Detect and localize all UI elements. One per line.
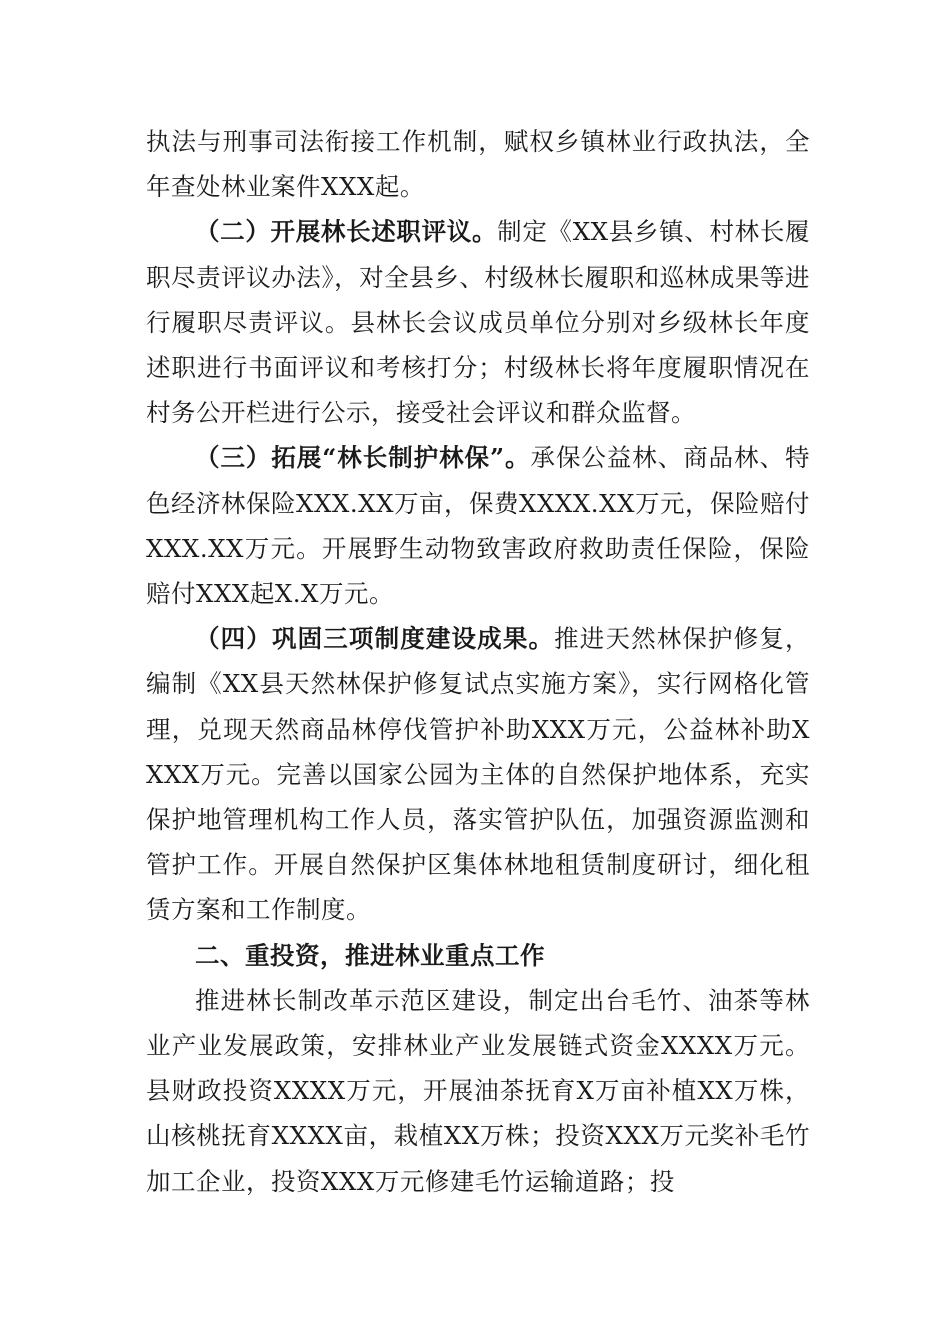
section-heading: 二、重投资，推进林业重点工作 <box>195 940 545 970</box>
document-body <box>146 119 810 1204</box>
paragraph-investment <box>146 978 810 1204</box>
paragraph-text: 执法与刑事司法衔接工作机制，赋权乡镇林业行政执法，全年查处林业案件XXX起。 <box>146 127 810 202</box>
paragraph-text: 推进林长制改革示范区建设，制定出台毛竹、油茶等林业产业发展政策，安排林业产业发展链式资金XXXX万元。县财政投资XXXX万元，开展油茶抚育X万亩补植XX万株，山核桃抚育XXXX亩，栽植XX万株；投资XXX万元奖补毛竹加工企业，投资XXX万元修建毛竹运输道路；投 <box>146 985 810 1196</box>
paragraph-lead: （四）巩固三项制度建设成果。 <box>195 624 555 654</box>
paragraph-continuation <box>146 119 810 209</box>
paragraph-lead: （二）开展林长述职评议。 <box>195 217 498 247</box>
paragraph-three-systems <box>146 616 810 932</box>
paragraph-text: 推进天然林保护修复，编制《XX县天然林保护修复试点实施方案》，实行网格化管理，兑现天然商品林停伐管护补助XXX万元，公益林补助XXXX万元。完善以国家公园为主体的自然保护地体系，充实保护地管理机构工作人员，落实管护队伍，加强资源监测和管护工作。开展自然保护区集体林地租赁制度研讨，细化租赁方案和工作制度。 <box>146 624 811 925</box>
paragraph-text: 承保公益林、商品林、特色经济林保险XXX.XX万亩，保费XXXX.XX万元，保险赔付XXX.XX万元。开展野生动物致害政府救助责任保险，保险赔付XXX起X.X万元。 <box>146 443 811 609</box>
paragraph-forest-insurance <box>146 435 810 616</box>
paragraph-chairman-review <box>146 209 810 435</box>
paragraph-text: 制定《XX县乡镇、村林长履职尽责评议办法》，对全县乡、村级林长履职和巡林成果等进行履职尽责评议。县林长会议成员单位分别对乡级林长年度述职进行书面评议和考核打分；村级林长将年度履职情况在村务公开栏进行公示，接受社会评议和群众监督。 <box>146 217 811 428</box>
paragraph-lead: （三）拓展“林长制护林保”。 <box>195 443 531 473</box>
